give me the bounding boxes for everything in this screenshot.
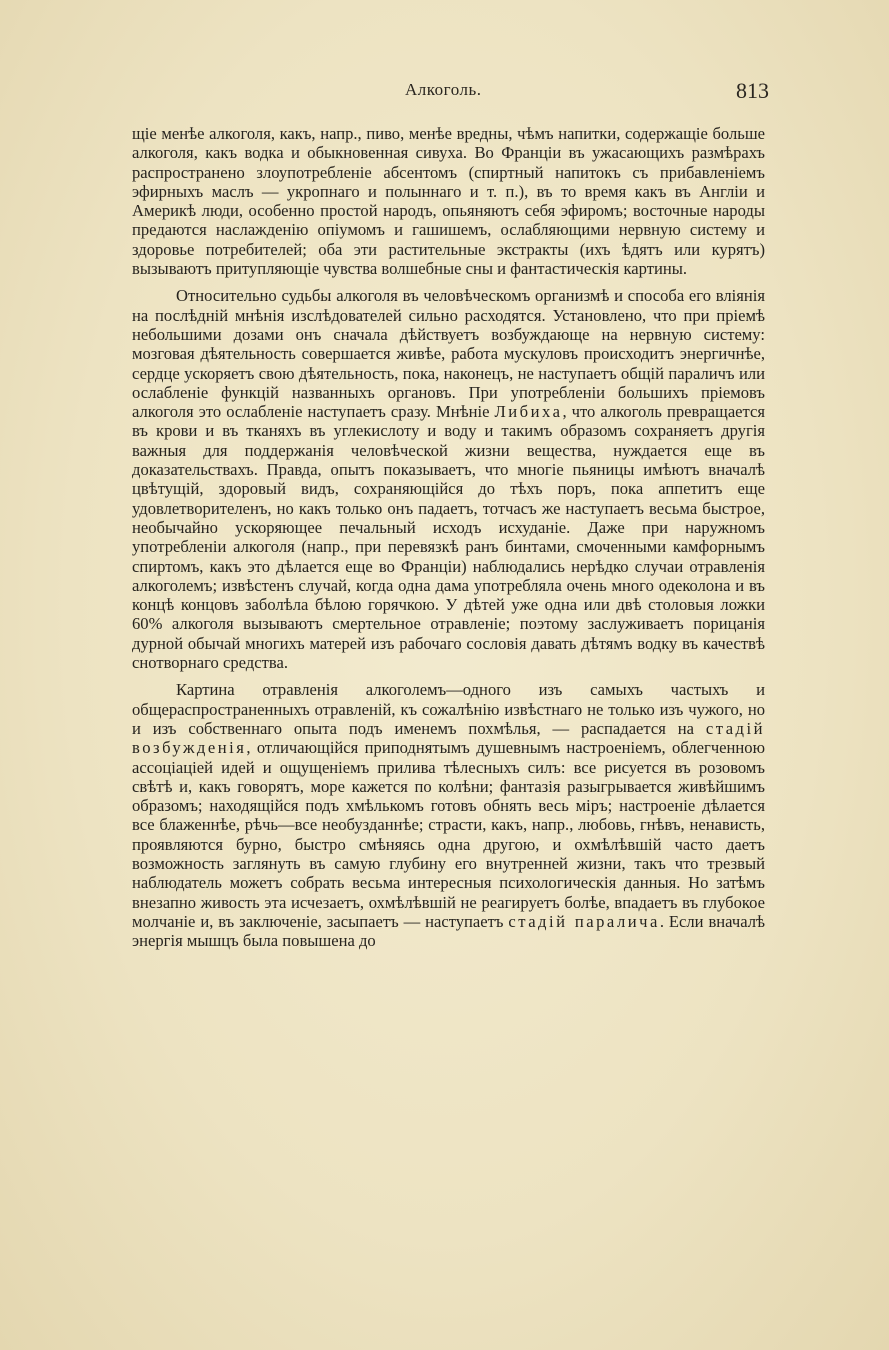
text-run: , отличающійся приподнятымъ душевнымъ настроеніемъ, облегченною ассоціаціей идей и ощущеніемъ прилива тѣлесныхъ силъ: все рисуется въ розовомъ свѣтѣ и, какъ говорятъ, море кажется по колѣни; фантазія разыгрывается живѣйшимъ образомъ; находящійся подъ хмѣлькомъ готовъ обнять весь міръ; настроеніе дѣлается все блаженнѣе, рѣчь—все необузданнѣе; страсти, какъ, напр., любовь, гнѣвъ, ненависть, проявляются бурно, быстро смѣняясь одна другою, и охмѣлѣвшій часто даетъ возможность заглянуть въ самую глубину его внутренней жизни, такъ что трезвый наблюдатель можетъ собрать весьма интересныя психологическія данныя. Но затѣмъ внезапно живость эта исчезаетъ, охмѣлѣвшій не реагируетъ болѣе, впадаетъ въ глубокое молчаніе и, въ заключеніе, засыпаетъ — наступаетъ <box>132 738 765 931</box>
paragraph <box>132 286 765 672</box>
spaced-emphasis: Либиха <box>494 402 563 422</box>
text-run: . Если вначалѣ энергія мышцъ была повышена до <box>132 911 766 951</box>
spaced-emphasis: стадій паралича <box>508 911 660 931</box>
paragraph <box>132 124 765 278</box>
text-run: , что алкоголь превращается въ крови и въ тканяхъ въ углекислоту и воду и такимъ образомъ сохраняетъ другія важныя для поддержанія человѣческой жизни вещества, нуждается еще въ доказательствахъ. Правда, опытъ показываетъ, что многіе пьяницы имѣютъ вначалѣ цвѣтущій, здоровый видъ, сохраняющійся до тѣхъ поръ, пока аппетитъ еще удовлетворителенъ, но какъ только онъ падаетъ, тотчасъ же наступаетъ весьма быстрое, необычайно ускоряющее печальный исходъ исхуданіе. Даже при наружномъ употребленіи алкоголя (напр., при перевязкѣ ранъ бинтами, смоченными камфорнымъ спиртомъ, какъ это дѣлается еще во Франціи) наблюдались нерѣдко случаи отравленія алкоголемъ; извѣстенъ случай, когда одна дама употребляла очень много одеколона и въ концѣ концовъ заболѣла бѣлою горячкою. У дѣтей уже одна или двѣ столовыя ложки 60% алкоголя вызываютъ смертельное отравленіе; поэтому заслуживаетъ порицанія дурной обычай многихъ матерей изъ рабочаго сословія давать дѣтямъ водку въ качествѣ снотворнаго средства. <box>132 402 765 673</box>
spaced-emphasis: стадій возбужденія <box>132 718 765 758</box>
text-run: Относительно судьбы алкоголя въ человѣческомъ организмѣ и способа его вліянія на послѣдній мнѣнія изслѣдователей сильно расходятся. Установлено, что при пріемѣ небольшими дозами онъ сначала дѣйствуетъ возбуждающе на нервную систему: мозговая дѣятельность совершается живѣе, работа мускуловъ происходитъ энергичнѣе, сердце ускоряетъ свою дѣятельность, пока, наконецъ, не наступаетъ общій параличъ или ослабленіе функцій названныхъ органовъ. При употребленіи большихъ пріемовъ алкоголя это ослабленіе наступаетъ сразу. Мнѣніе <box>132 286 765 422</box>
body-text <box>132 124 765 958</box>
text-run: щіе менѣе алкоголя, какъ, напр., пиво, менѣе вредны, чѣмъ напитки, содержащіе больше алкоголя, какъ водка и обыкновенная сивуха. Во Франціи въ ужасающихъ размѣрахъ распространено злоупотребленіе абсентомъ (спиртный напитокъ съ прибавленіемъ эфирныхъ маслъ — укропнаго и полыннаго и т. п.), въ то время какъ въ Англіи и Америкѣ люди, особенно простой народъ, опьяняютъ себя эфиромъ; восточные народы предаются наслажденію опіумомъ и гашишемъ, ослабляющими нервную систему и здоровье потребителей; оба эти растительные экстракты (ихъ ѣдятъ или курятъ) вызываютъ притупляющіе чувства волшебные сны и фантастическія картины. <box>132 124 765 279</box>
running-title: Алкоголь. <box>405 80 482 99</box>
page-header <box>0 80 889 110</box>
text-run: Картина отравленія алкоголемъ—одного изъ самыхъ частыхъ и общераспространенныхъ отравленій, къ сожалѣнію извѣстнаго не только изъ чужого, но и изъ собственнаго опыта подъ именемъ похмѣлья, — распадается на <box>132 680 765 738</box>
paragraph <box>132 680 765 950</box>
page-number: 813 <box>736 78 769 103</box>
